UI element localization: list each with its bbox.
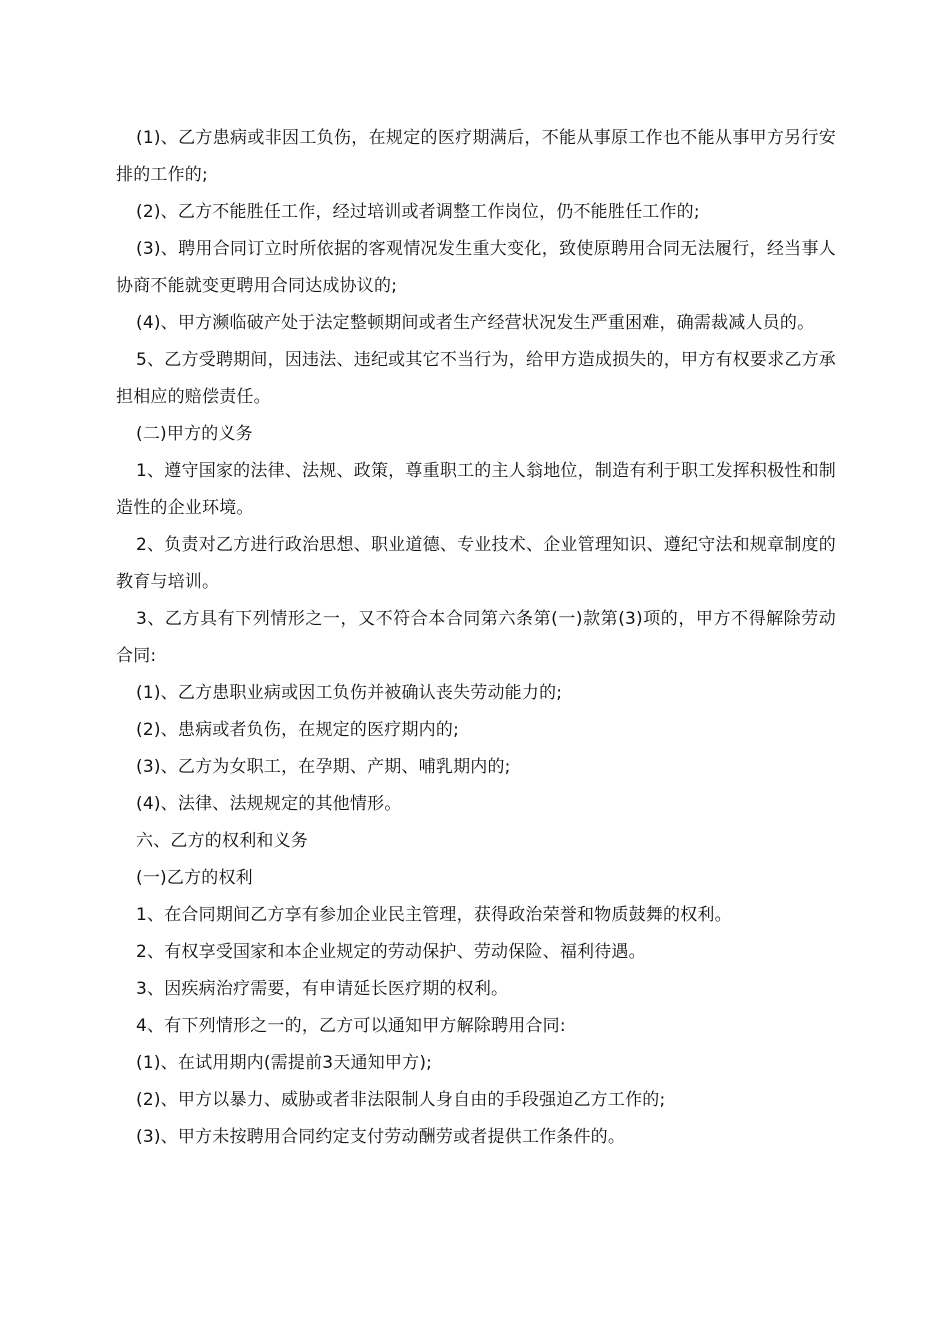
document-body [116, 120, 836, 1156]
paragraph: 5、乙方受聘期间，因违法、违纪或其它不当行为，给甲方造成损失的，甲方有权要求乙方承担相应的赔偿责任。 [116, 350, 836, 407]
paragraph: 3、乙方具有下列情形之一，又不符合本合同第六条第(一)款第(3)项的，甲方不得解除劳动合同: [116, 609, 836, 666]
paragraph: 1、在合同期间乙方享有参加企业民主管理，获得政治荣誉和物质鼓舞的权利。 [136, 905, 732, 925]
paragraph: 1、遵守国家的法律、法规、政策，尊重职工的主人翁地位，制造有利于职工发挥积极性和制造性的企业环境。 [116, 461, 836, 518]
section-heading: (二)甲方的义务 [136, 424, 253, 444]
paragraph: 4、有下列情形之一的，乙方可以通知甲方解除聘用合同: [136, 1016, 566, 1036]
paragraph: 3、因疾病治疗需要，有申请延长医疗期的权利。 [136, 979, 509, 999]
paragraph: (2)、乙方不能胜任工作，经过培训或者调整工作岗位，仍不能胜任工作的; [136, 202, 700, 222]
paragraph: 2、有权享受国家和本企业规定的劳动保护、劳动保险、福利待遇。 [136, 942, 646, 962]
paragraph: 2、负责对乙方进行政治思想、职业道德、专业技术、企业管理知识、遵纪守法和规章制度的教育与培训。 [116, 535, 836, 592]
paragraph: (3)、甲方未按聘用合同约定支付劳动酬劳或者提供工作条件的。 [136, 1127, 626, 1147]
paragraph: (1)、乙方患病或非因工负伤，在规定的医疗期满后，不能从事原工作也不能从事甲方另行安排的工作的; [116, 128, 836, 185]
paragraph: (3)、聘用合同订立时所依据的客观情况发生重大变化，致使原聘用合同无法履行，经当事人协商不能就变更聘用合同达成协议的; [116, 239, 836, 296]
paragraph: (1)、在试用期内(需提前3天通知甲方); [136, 1053, 433, 1073]
section-heading: 六、乙方的权利和义务 [136, 831, 308, 851]
paragraph: (4)、法律、法规规定的其他情形。 [136, 794, 402, 814]
paragraph: (3)、乙方为女职工，在孕期、产期、哺乳期内的; [136, 757, 511, 777]
paragraph: (2)、患病或者负伤，在规定的医疗期内的; [136, 720, 460, 740]
section-heading: (一)乙方的权利 [136, 868, 253, 888]
paragraph: (1)、乙方患职业病或因工负伤并被确认丧失劳动能力的; [136, 683, 563, 703]
paragraph: (2)、甲方以暴力、威胁或者非法限制人身自由的手段强迫乙方工作的; [136, 1090, 666, 1110]
paragraph: (4)、甲方濒临破产处于法定整顿期间或者生产经营状况发生严重困难，确需裁减人员的。 [136, 313, 815, 333]
